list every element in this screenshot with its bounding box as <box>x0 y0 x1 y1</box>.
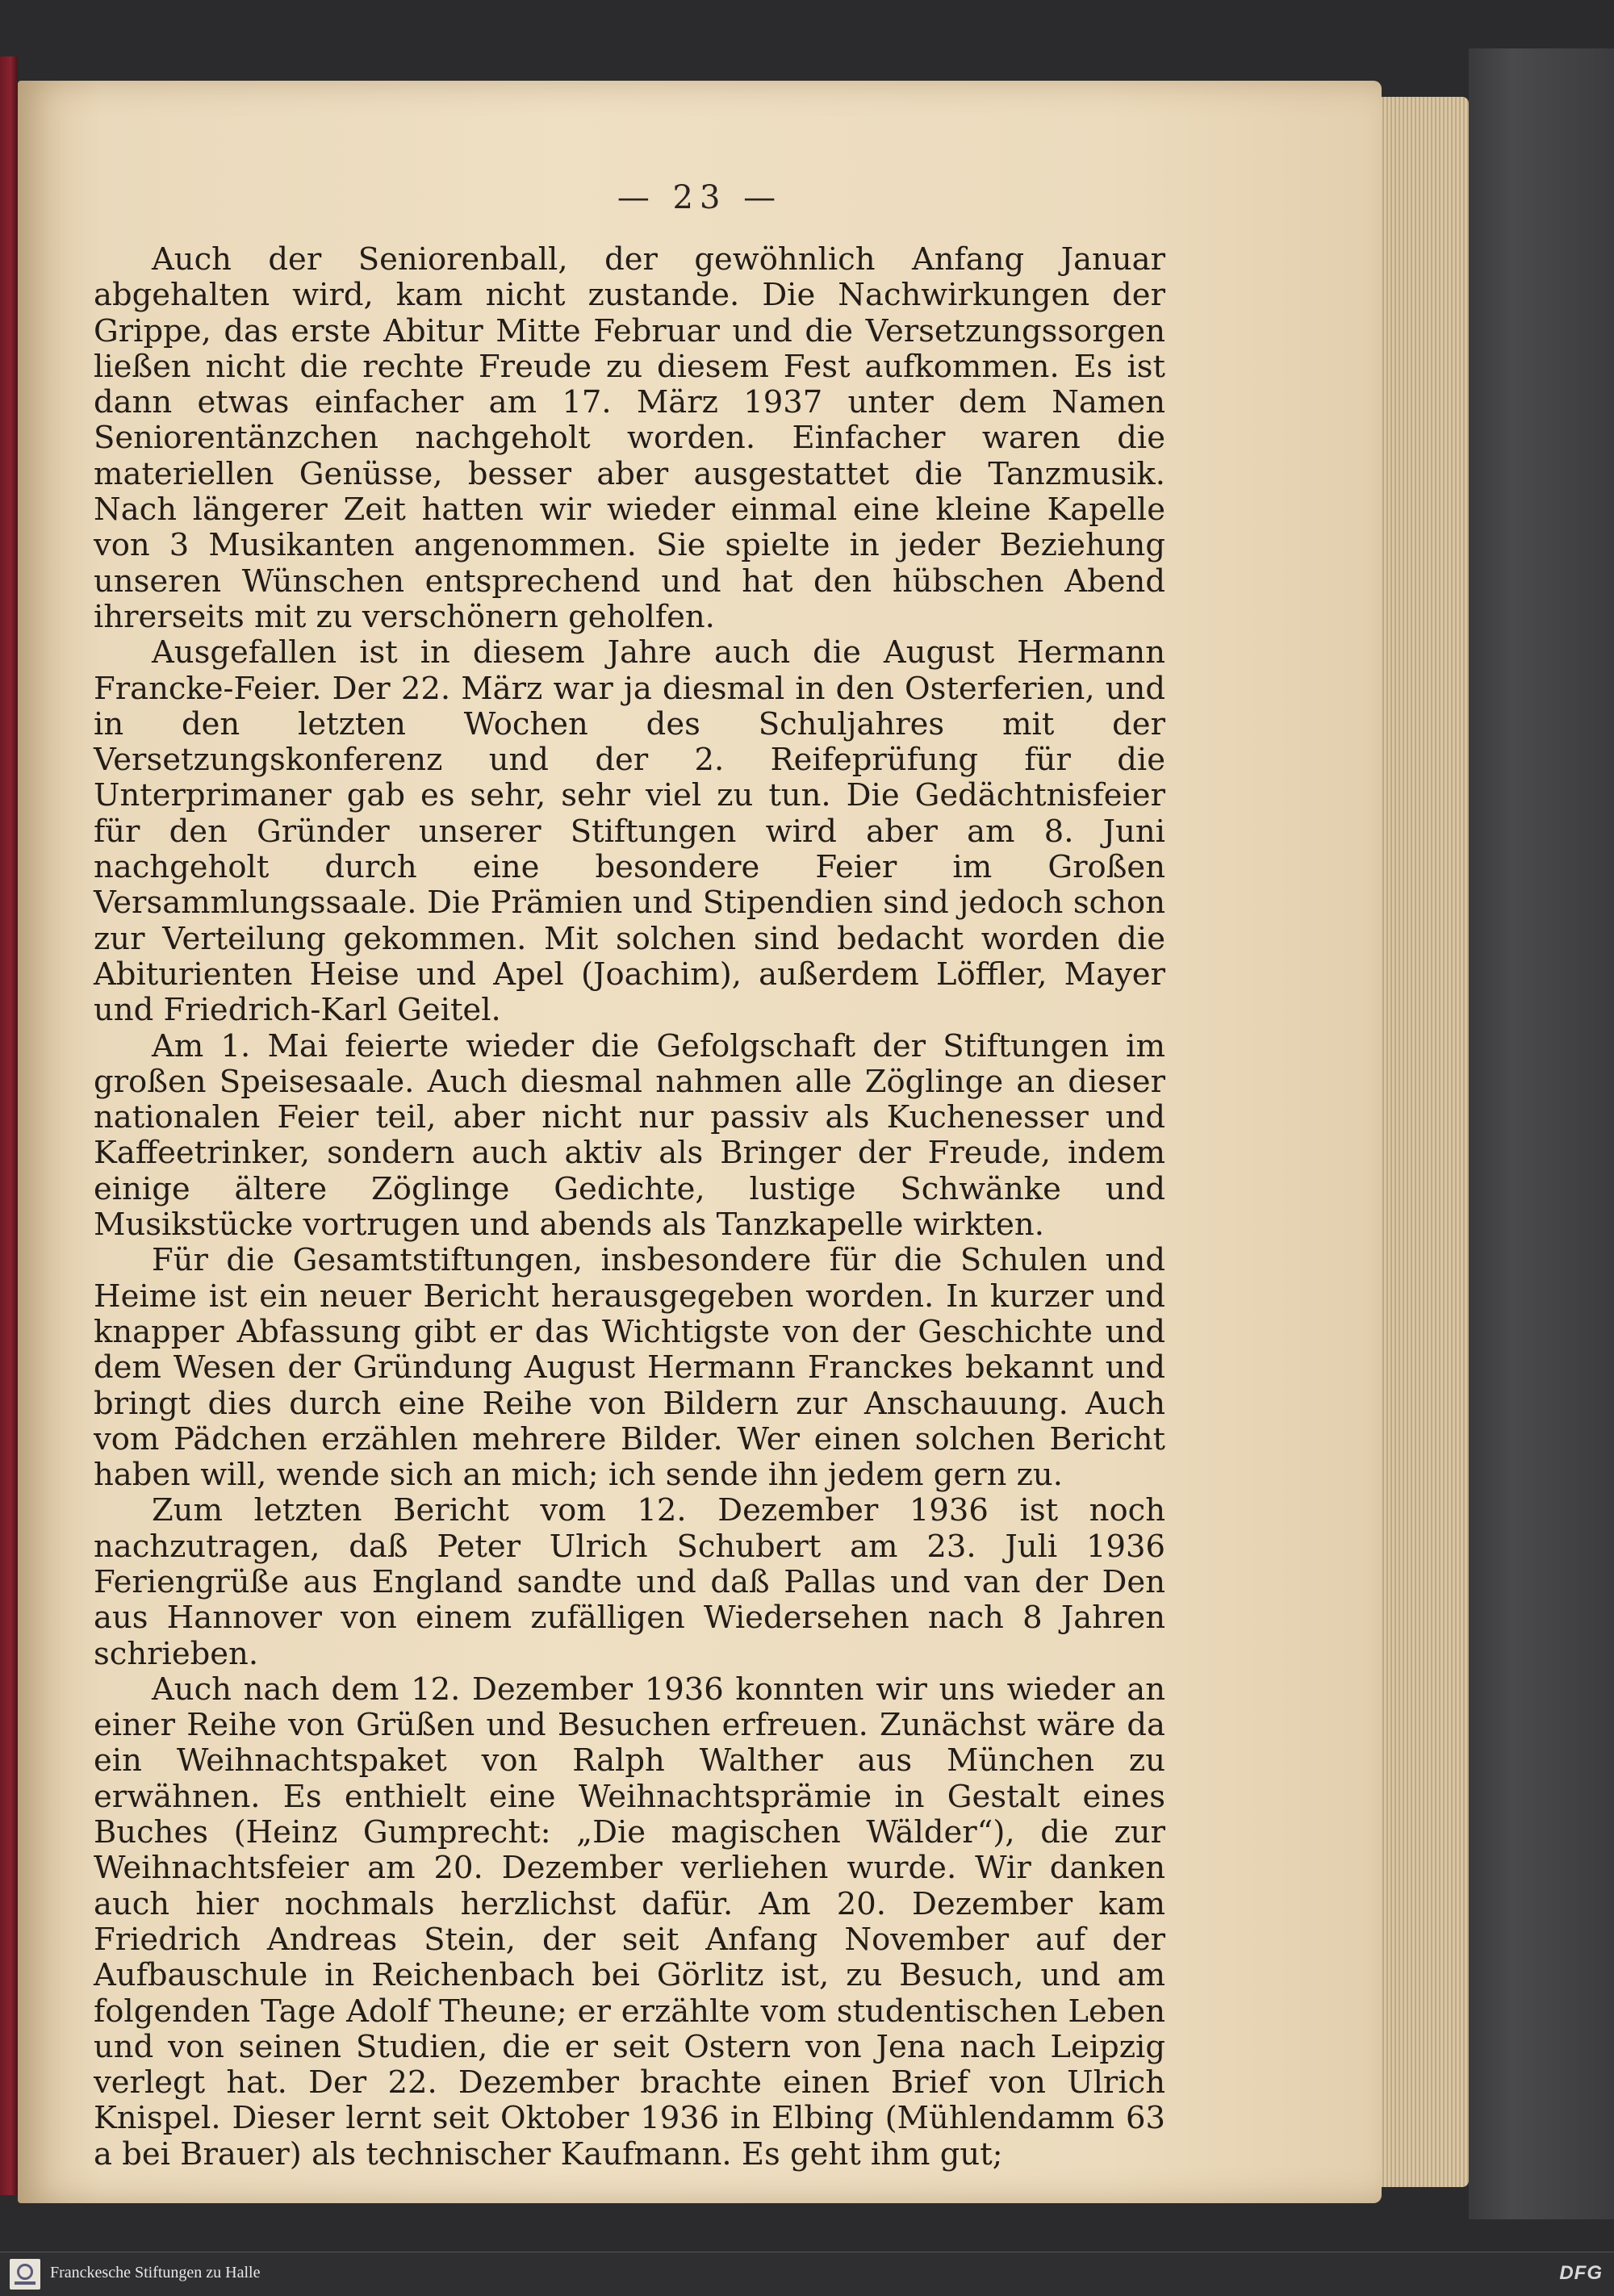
paragraph: Auch nach dem 12. Dezember 1936 konnten wir uns wieder an einer Reihe von Grüßen und Besuchen erfreuen. Zunächst wäre da ein Weihnachtspaket von Ralph Walther aus München zu erwähnen. Es enthielt eine Weihnachtsprämie in Gestalt eines Buches (Heinz Gumprecht: „Die magischen Wälder“), die zur Weihnachtsfeier am 20. Dezember verliehen wurde. Wir danken auch hier nochmals herzlichst dafür. Am 20. Dezember kam Friedrich Andreas Stein, der seit Anfang November auf der Aufbauschule in Reichenbach bei Görlitz ist, zu Besuch, und am folgenden Tage Adolf Theune; er erzählte vom studentischen Leben und von seinen Studien, die er seit Ostern von Jena nach Leipzig verlegt hat. Der 22. Dezember brachte einen Brief von Ulrich Knispel. Dieser lernt seit Oktober 1936 in Elbing (Mühlendamm 63 a bei Brauer) als technischer Kaufmann. Es geht ihm gut; <box>94 1671 1165 2173</box>
paragraph: Ausgefallen ist in diesem Jahre auch die August Hermann Francke-Feier. Der 22. März war ja diesmal in den Osterferien, und in den letzten Wochen des Schuljahres mit der Versetzungskonferenz und der 2. Reifeprüfung für die Unterprimaner gab es sehr, sehr viel zu tun. Die Gedächtnisfeier für den Gründer unserer Stiftungen wird aber am 8. Juni nachgeholt durch eine besondere Feier im Großen Versammlungssaale. Die Prämien und Stipendien sind jedoch schon zur Verteilung gekommen. Mit solchen sind bedacht worden die Abiturienten Heise und Apel (Joachim), außerdem Löffler, Mayer und Friedrich-Karl Geitel. <box>94 634 1165 1029</box>
paragraph: Am 1. Mai feierte wieder die Gefolgschaft der Stiftungen im großen Speisesaale. Auch diesmal nahmen alle Zöglinge an dieser nationalen Feier teil, aber nicht nur passiv als Kuchenesser und Kaffeetrinker, sondern auch aktiv als Bringer der Freude, indem einige ältere Zöglinge Gedichte, lustige Schwänke und Musikstücke vortrugen und abends als Tanzkapelle wirkten. <box>94 1027 1165 1244</box>
bookmark-ribbon <box>0 56 18 2195</box>
paragraph: Auch der Seniorenball, der gewöhnlich Anfang Januar abgehalten wird, kam nicht zustande. Die Nachwirkungen der Grippe, das erste Abitur Mitte Februar und die Versetzungssorgen ließen nicht die rechte Freude zu diesem Fest aufkommen. Es ist dann etwas einfacher am 17. März 1937 unter dem Namen Seniorentänzchen nachgeholt worden. Einfacher waren die materiellen Genüsse, besser aber ausgestattet die Tanzmusik. Nach längerer Zeit hatten wir wieder einmal eine kleine Kapelle von 3 Musikanten angenommen. Sie spielte in jeder Beziehung unseren Wünschen entsprechend und hat den hübschen Abend ihrerseits mit zu verschönern geholfen. <box>94 241 1165 635</box>
dfg-logo: DFG <box>1559 2262 1603 2284</box>
institution-name: Franckesche Stiftungen zu Halle <box>50 2264 261 2281</box>
footer-bar <box>0 2252 1614 2296</box>
page-number: — 23 — <box>617 179 783 216</box>
paragraph: Zum letzten Bericht vom 12. Dezember 1936 ist noch nachzutragen, daß Peter Ulrich Schubert am 23. Juli 1936 Feriengrüße aus England sandte und daß Pallas und van der Den aus Hannover von einem zufälligen Wiedersehen nach 8 Jahren schrieben. <box>94 1492 1165 1672</box>
page-edges <box>1372 97 1469 2187</box>
book-cover-edge <box>1469 48 1614 2219</box>
institution-logo-icon <box>10 2259 40 2290</box>
page-text <box>94 242 1165 2173</box>
book-page <box>18 81 1382 2203</box>
paragraph: Für die Gesamtstiftungen, insbesondere für die Schulen und Heime ist ein neuer Bericht herausgegeben worden. In kurzer und knapper Abfassung gibt er das Wichtigste von der Geschichte und dem Wesen der Gründung August Hermann Franckes bekannt und bringt dies durch eine Reihe von Bildern zur Anschauung. Auch vom Pädchen erzählen mehrere Bilder. Wer einen solchen Bericht haben will, wende sich an mich; ich sende ihn jedem gern zu. <box>94 1242 1165 1494</box>
